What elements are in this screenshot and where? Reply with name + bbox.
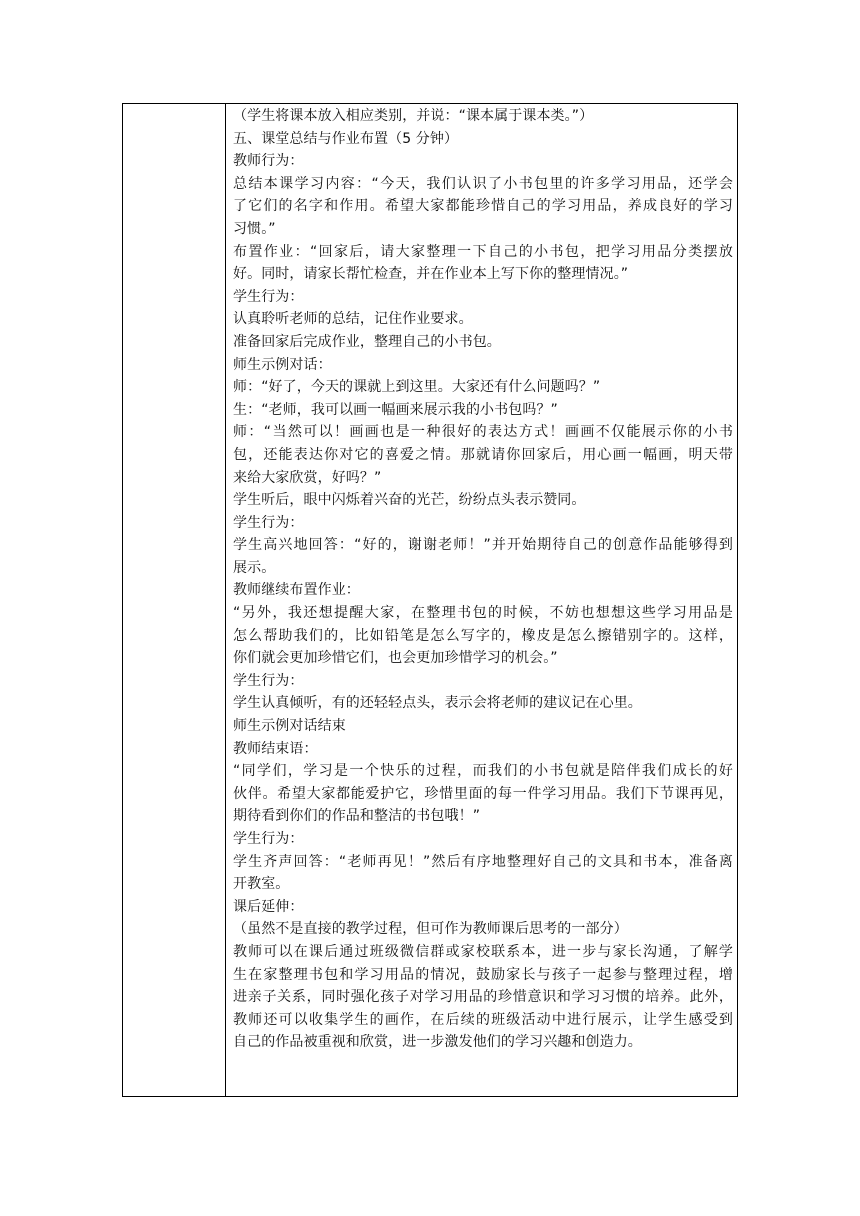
text-line: 学生行为： (233, 288, 304, 305)
text-line: 学生齐声回答：“老师再见！”然后有序地整理好自己的文具和书本，准备离 (233, 853, 733, 870)
text-line: 你们就会更加珍惜它们，也会更加珍惜学习的机会。” (233, 650, 558, 667)
text-line: 生：“老师，我可以画一幅画来展示我的小书包吗？” (233, 401, 558, 418)
text-line: 教师可以在课后通过班级微信群或家校联系本，进一步与家长沟通，了解学 (233, 943, 733, 960)
text-line: 课后延伸： (233, 898, 304, 915)
text-line: 师生示例对话结束 (233, 718, 346, 735)
text-line: 习惯。” (233, 220, 276, 237)
text-line: 自己的作品被重视和欣赏，进一步激发他们的学习兴趣和创造力。 (233, 1034, 642, 1051)
text-line: 学生行为： (233, 514, 304, 531)
text-line: 期待看到你们的作品和整洁的书包哦！” (233, 808, 481, 825)
text-line: 教师还可以收集学生的画作，在后续的班级活动中进行展示，让学生感受到 (233, 1011, 733, 1028)
text-line: 包，还能表达你对它的喜爱之情。那就请你回家后，用心画一幅画，明天带 (233, 446, 733, 463)
text-line: （虽然不是直接的教学过程，但可作为教师课后思考的一部分） (233, 921, 628, 938)
text-line: 教师继续布置作业： (233, 582, 360, 599)
text-line: “同学们，学习是一个快乐的过程，而我们的小书包就是陪伴我们成长的好 (233, 763, 733, 780)
text-line: 学生认真倾听，有的还轻轻点头，表示会将老师的建议记在心里。 (233, 695, 642, 712)
text-line: 布置作业：“回家后，请大家整理一下自己的小书包，把学习用品分类摆放 (233, 243, 733, 260)
text-line: 师：“当然可以！画画也是一种很好的表达方式！画画不仅能展示你的小书 (233, 424, 733, 441)
text-line: 教师行为： (233, 153, 304, 170)
text-line: 好。同时，请家长帮忙检查，并在作业本上写下你的整理情况。” (233, 266, 629, 283)
text-line: 总结本课学习内容：“今天，我们认识了小书包里的许多学习用品，还学会 (233, 175, 733, 192)
text-line: 伙伴。希望大家都能爱护它，珍惜里面的每一件学习用品。我们下节课再见， (233, 785, 733, 802)
text-line: 怎么帮助我们的，比如铅笔是怎么写字的，橡皮是怎么擦错别字的。这样， (233, 627, 733, 644)
table-left-column (123, 104, 226, 1096)
text-line: 师：“好了，今天的课就上到这里。大家还有什么问题吗？” (233, 379, 601, 396)
text-line: 学生行为： (233, 672, 304, 689)
text-line: （学生将课本放入相应类别，并说：“课本属于课本类。”） (233, 108, 594, 124)
text-line: 学生行为： (233, 831, 304, 847)
text-line: “另外，我还想提醒大家，在整理书包的时候，不妨也想想这些学习用品是 (233, 605, 733, 622)
text-line: 进亲子关系，同时强化孩子对学习用品的珍惜意识和学习习惯的培养。此外， (233, 989, 733, 1006)
text-line: 了它们的名字和作用。希望大家都能珍惜自己的学习用品，养成良好的学习 (233, 198, 733, 215)
text-line: 教师结束语： (233, 740, 318, 757)
text-line: 来给大家欣赏，好吗？” (233, 469, 382, 486)
text-line: 学生听后，眼中闪烁着兴奋的光芒，纷纷点头表示赞同。 (233, 492, 586, 509)
lesson-plan-table (122, 103, 738, 1097)
text-line: 生在家整理书包和学习用品的情况，鼓励家长与孩子一起参与整理过程，增 (233, 966, 733, 983)
section-heading: 五、课堂总结与作业布置（5 分钟） (233, 130, 459, 147)
text-line: 展示。 (233, 559, 276, 576)
table-content-cell (233, 105, 733, 1054)
text-line: 准备回家后完成作业，整理自己的小书包。 (233, 333, 501, 350)
text-line: 师生示例对话： (233, 356, 332, 373)
text-line: 开教室。 (233, 876, 290, 893)
text-line: 学生高兴地回答：“好的，谢谢老师！”并开始期待自己的创意作品能够得到 (233, 537, 733, 554)
text-line: 认真聆听老师的总结，记住作业要求。 (233, 311, 473, 328)
